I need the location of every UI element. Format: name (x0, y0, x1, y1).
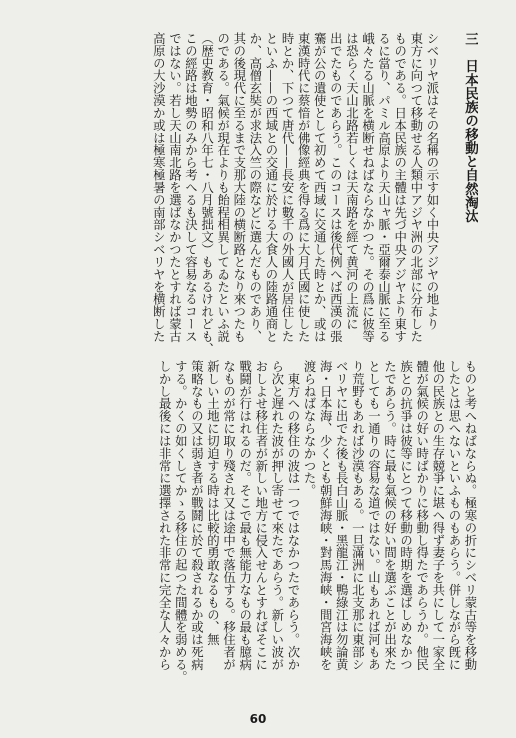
text-line: 高原の大沙漠か或は極寒極暑の南部シベリヤを横断した (151, 32, 167, 343)
vertical-text-block-bottom (44, 360, 478, 704)
text-line: する。かくの如くしてかゝる移住の起つた間體を弱める。 (173, 360, 189, 683)
text-line: 策略なもの又は弱き者が戰鬪に於て殺されるか或は死病 (189, 360, 205, 671)
text-line: 體が氣候の好い時ばかりに移動し得たであらうか。他民 (414, 360, 430, 671)
text-line: 時とか、下つて唐代——長安に數千の外國人が居住した (280, 32, 296, 343)
text-line: 族との抗爭は彼等にとつて移動の時期を選ばしめなかつ (398, 360, 414, 671)
text-line: 渡らねばならなかつた。 (302, 360, 318, 497)
text-line: 東漢時代に蔡愔が佛像經典を得る爲に大月氏國に使した (296, 32, 312, 343)
text-line: といふ——の西域との交通に於ける大食人の陸路通商と (263, 32, 279, 343)
text-line: たであらう。時に最も氣候の好い間を選ぶことが出來た (382, 360, 398, 671)
text-line: 戰鬪が行はれるのだ。そこで最も無能力なもの最も臆病 (237, 360, 253, 671)
text-line: シベリヤ派はその名稱の示す如く中央アジヤの地より (424, 32, 440, 331)
text-line: は恐らく天山北路若しくは天南路を經て黄河の上流に (344, 32, 360, 331)
text-line: 出でたものであらう。このコースは後代例へば西漢の張 (328, 32, 344, 343)
text-line: しかし最後には非常に選擇された非常に完全な人々から (157, 360, 173, 671)
text-line: としても一通りの容易な道ではない。山もあれば河もあ (366, 360, 382, 671)
text-line: 其の後現代に至るまで支那大陸の横断路となり來つたも (231, 32, 247, 343)
text-line: したとは思へないといふものもあらう。併しながら旣に (446, 360, 462, 671)
text-line: ものである。日本民族の主體は先づ中央アジヤより東す (392, 32, 408, 343)
text-line: 東方に向つて移動せる人類中アジヤ洲の北部に分布した (408, 32, 424, 343)
text-line: ものと考へねばならぬ。極寒の折にシベリ蒙古等を移動 (463, 360, 478, 671)
text-line: ら次と遅れた波が押し寄せて來たであらう。新しい波が (269, 360, 285, 671)
text-line: なものが常に取り殘され又は途中で落伍する。移住者が (221, 360, 237, 671)
text-line: ではない。若し天山南北路を選ばなかつたとすれば蒙古 (167, 32, 183, 343)
text-line: 海・日本海、少くとも朝鮮海峡・對馬海峡・間宮海峡を (318, 360, 334, 671)
text-line: 新しい土地に切迫する時は比較的勇敢なるもの、無 (205, 360, 221, 646)
text-line: この經路は地勢のみから考へるも決して容易なるコース (183, 32, 199, 343)
text-line: （歴史教育・昭和八年七・八月號拙文）もあるけれども、 (199, 32, 215, 355)
section-heading: 三 日本民族の移動と自然淘汰 (462, 32, 478, 223)
text-line: ベリヤに出でた後も長白山脈・黑龍江・鴨綠江は勿論黄 (334, 360, 350, 671)
text-line: るに當り、パミル高原より天山ャ脈・亞爾泰山脈に至る (376, 32, 392, 343)
text-line: 峨々たる山脈を横断せねばならなかつた。その爲に彼等 (360, 32, 376, 343)
text-line: 東方への移住の波は一つではなかつたであらう。次か (285, 360, 301, 671)
text-line: 他の民族との生存競爭に堪へ得ず妻子を共にして一家全 (430, 360, 446, 671)
vertical-text-block (44, 32, 478, 360)
text-line: か、高僧玄奘が求法入竺の際などに選んだものであり、 (247, 32, 263, 343)
text-line: のである。氣候が現在よりも飴程相異してゐたといふ説 (215, 32, 231, 343)
text-line: 騫が公の遺使として初めて西域に交通した時とか、或は (312, 32, 328, 343)
text-line: り荒野もあれば沙漠もある。一旦滿洲に北支那に東部シ (350, 360, 366, 671)
heading-spacer (440, 32, 462, 360)
text-line: おしよせ移住者が新しい地方に侵入せんとすればそこに (253, 360, 269, 671)
page-number: 60 (249, 712, 267, 726)
